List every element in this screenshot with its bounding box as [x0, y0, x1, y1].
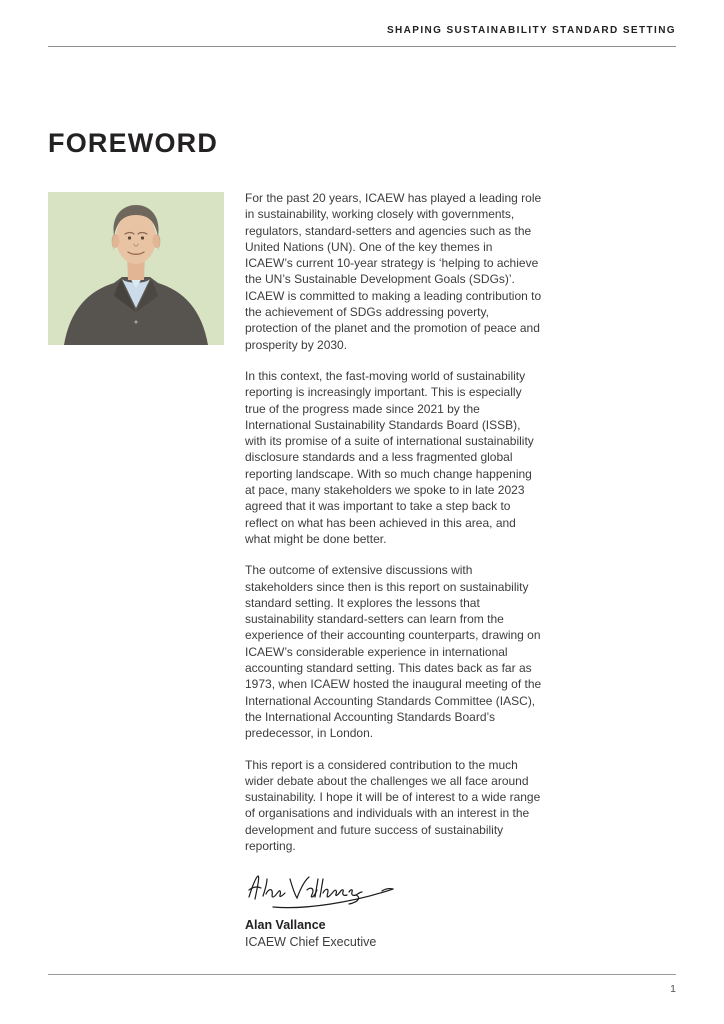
page-number: 1	[670, 983, 676, 995]
signature-image	[245, 869, 405, 911]
signatory-role: ICAEW Chief Executive	[245, 935, 377, 950]
portrait-photo	[48, 192, 224, 345]
header-divider	[48, 46, 676, 47]
paragraph-3: The outcome of extensive discussions with stakeholders since then is this report on sustainability standard setting. It explores the lessons that sustainability standard-setters can learn from the experience of their accounting counterparts, drawing on ICAEW’s considerable experience in international accounting standard setting. This dates back as far as 1973, when ICAEW hosted the inaugural meeting of the International Accounting Standards Committee (IASC), the International Accounting Standards Board’s predecessor, in London.	[245, 563, 542, 741]
paragraph-1: For the past 20 years, ICAEW has played a leading role in sustainability, working closely with governments, regulators, standard-setters and agencies such as the United Nations (UN). One of the key themes in ICAEW’s current 10-year strategy is ‘helping to achieve the UN’s Sustainable Development Goals (SDGs)’. ICAEW is committed to making a leading contribution to the achievement of SDGs addressing poverty, protection of the planet and the promotion of peace and prosperity by 2030.	[245, 191, 542, 352]
portrait-illustration	[48, 192, 224, 345]
paragraph-4: This report is a considered contribution to the much wider debate about the challenges we all face around sustainability. I hope it will be of interest to a wide range of organisations and individuals with an interest in the development and future success of sustainability reporting.	[245, 757, 541, 853]
signatory-name: Alan Vallance	[245, 918, 326, 933]
running-header-title: SHAPING SUSTAINABILITY STANDARD SETTING	[386, 25, 676, 36]
foreword-body	[245, 190, 542, 951]
footer-divider	[48, 974, 676, 975]
paragraph-2: In this context, the fast-moving world of sustainability reporting is increasingly important. This is especially true of the progress made since 2021 by the International Sustainability Standards Board (ISSB), with its promise of a suite of international sustainability disclosure standards and a less fragmented global reporting landscape. With so much change happening at pace, many stakeholders we spoke to in late 2023 agreed that it was important to take a step back to reflect on what has been achieved in this area, and what might be done better.	[245, 368, 534, 546]
page-title: FOREWORD	[48, 128, 219, 158]
